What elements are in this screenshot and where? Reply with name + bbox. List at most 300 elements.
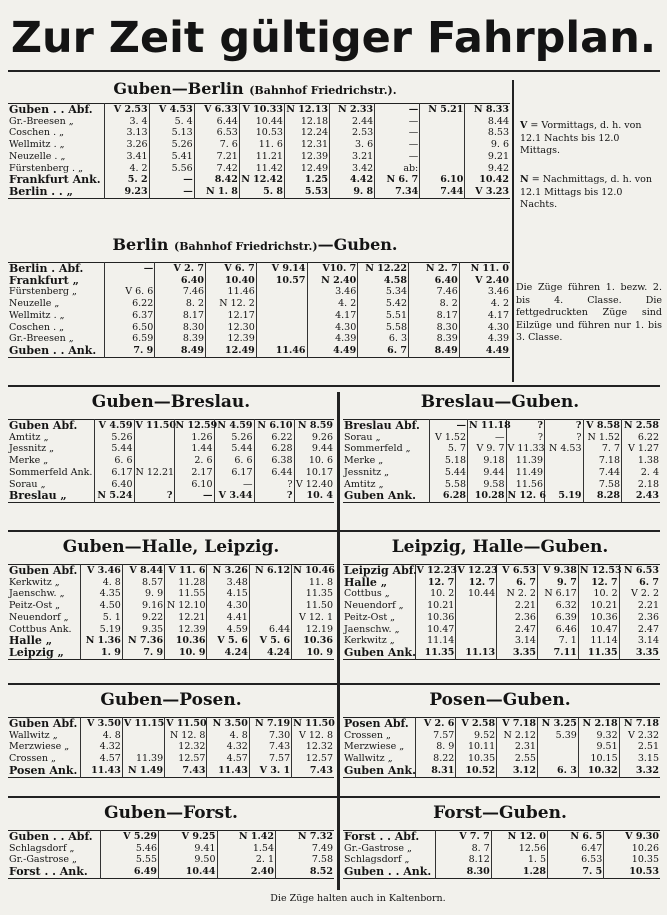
time-cell: 4.57 <box>207 753 249 765</box>
time-cell: 4.30 <box>307 322 358 334</box>
time-cell: — <box>214 479 254 491</box>
time-cell: 9.23 <box>104 186 149 198</box>
time-cell: ? <box>134 490 174 502</box>
time-cell: 12. 7 <box>456 577 497 589</box>
time-cell: 9.52 <box>456 730 497 742</box>
time-cell: V 2. 6 <box>415 718 456 730</box>
time-cell: 3.32 <box>619 765 660 777</box>
time-cell: 3.46 <box>459 286 510 298</box>
time-cell: 3.14 <box>619 635 660 647</box>
time-cell: N 12. 2 <box>206 298 257 310</box>
berlin-guben-subtitle: (Bahnhof Friedrichstr.) <box>174 240 318 253</box>
time-cell: 4. 2 <box>104 163 149 175</box>
table-row <box>343 577 660 589</box>
time-cell: — <box>375 151 420 163</box>
time-cell: N 12.13 <box>286 104 329 115</box>
station-cell: Posen Abf. <box>344 717 409 730</box>
time-cell: 6. 6 <box>94 455 134 467</box>
time-cell: 4.49 <box>307 345 358 357</box>
time-cell: — <box>375 127 420 139</box>
station-cell: Coschen . „ <box>9 321 65 333</box>
time-cell: 8.17 <box>409 310 460 322</box>
time-cell: 7.43 <box>292 765 334 777</box>
time-cell: 9.21 <box>465 151 510 163</box>
station-cell: Gr.-Gastrose „ <box>344 842 412 854</box>
time-cell <box>420 116 465 128</box>
time-cell <box>537 741 578 753</box>
time-cell: 6.40 <box>409 275 460 287</box>
time-cell: V 2. 7 <box>155 263 206 275</box>
bg-table <box>8 262 510 358</box>
station-cell: Frankfurt „ <box>9 273 79 287</box>
time-cell: 1.44 <box>174 443 214 455</box>
station-cell: Schlagsdorf „ <box>344 854 410 866</box>
time-cell: 5.44 <box>214 443 254 455</box>
time-cell: 7.43 <box>249 741 291 753</box>
time-cell: V 3.23 <box>465 186 510 198</box>
table-row <box>8 443 334 455</box>
time-cell: N 7.32 <box>276 831 335 843</box>
station-cell: Neuendorf „ <box>9 611 69 623</box>
station-cell: Amtitz „ <box>9 431 49 443</box>
section-title-forst-guben: Forst—Guben. <box>433 803 567 823</box>
time-cell: N 6.17 <box>537 588 578 600</box>
time-cell: 11.13 <box>456 647 497 659</box>
section-title-breslau-guben: Breslau—Guben. <box>420 392 580 412</box>
berlin-guben-title: Berlin <box>112 235 169 254</box>
station-cell: Fürstenberg „ <box>9 286 77 298</box>
table-row <box>8 612 334 624</box>
time-cell: 10. 9 <box>292 647 334 659</box>
time-cell: N 12.22 <box>358 263 409 275</box>
time-cell: 5.13 <box>149 127 194 139</box>
time-cell: V 3.50 <box>80 718 122 730</box>
time-cell: — <box>429 420 468 432</box>
time-cell: 8.42 <box>194 174 239 186</box>
table-row <box>8 420 334 432</box>
station-cell: Guben Abf. <box>9 717 78 730</box>
time-cell: 11.35 <box>415 647 456 659</box>
time-cell: N 2.12 <box>497 730 538 742</box>
section-title-guben-breslau: Guben—Breslau. <box>91 392 251 412</box>
time-cell: 2.18 <box>622 479 661 491</box>
station-cell: Frankfurt Ank. <box>9 173 101 187</box>
station-cell: Peitz-Ost „ <box>344 611 396 623</box>
time-cell: 6. 6 <box>214 455 254 467</box>
time-cell: 8.30 <box>409 322 460 334</box>
time-cell: 11.43 <box>80 765 122 777</box>
station-cell: Fürstenberg . „ <box>9 162 83 174</box>
time-cell: 2.43 <box>622 490 661 502</box>
time-cell: 5.26 <box>94 432 134 444</box>
station-cell: Neuzelle . „ <box>9 150 66 162</box>
time-cell: 10.44 <box>456 588 497 600</box>
time-cell: V 6.53 <box>497 565 538 577</box>
timetable-breslau-guben <box>343 419 660 503</box>
time-cell: 7.43 <box>165 765 207 777</box>
station-cell: Guben Ank. <box>344 489 416 503</box>
station-cell: Guben . . Abf. <box>9 830 93 843</box>
table-row <box>8 116 510 128</box>
time-cell: 6. 7 <box>497 577 538 589</box>
time-cell: 4. 8 <box>80 577 122 589</box>
station-cell: Wallwitz „ <box>344 753 393 765</box>
time-cell: N 5.21 <box>420 104 465 116</box>
time-cell <box>256 286 307 298</box>
time-cell: N 4.53 <box>545 443 584 455</box>
time-cell: 10. 9 <box>165 647 207 659</box>
time-cell: 6.40 <box>94 479 134 491</box>
time-cell <box>545 467 584 479</box>
time-cell: 11.21 <box>239 151 284 163</box>
time-cell: V10. 7 <box>307 263 358 275</box>
time-cell <box>122 730 164 742</box>
time-cell: ? <box>506 432 545 444</box>
time-cell: 4. 8 <box>80 730 122 742</box>
time-cell: 1.26 <box>174 432 214 444</box>
time-cell: ? <box>545 432 584 444</box>
time-cell: 10.35 <box>456 753 497 765</box>
time-cell: 10.40 <box>206 275 257 287</box>
table-row <box>343 600 660 612</box>
table-row <box>343 588 660 600</box>
pg-table <box>343 717 660 778</box>
time-cell: 8.39 <box>409 333 460 345</box>
time-cell: 7.57 <box>415 730 456 742</box>
time-cell: V 12.40 <box>295 478 333 490</box>
time-cell: V 12.23 <box>416 565 457 576</box>
table-row <box>8 286 510 298</box>
time-cell: 11.46 <box>206 286 257 298</box>
time-cell: 7. 1 <box>537 635 578 647</box>
time-cell: N 6.12 <box>249 565 291 577</box>
time-cell: 4.24 <box>207 647 249 659</box>
time-cell: 12.17 <box>206 310 257 322</box>
station-cell: Gr.-Breesen „ <box>9 115 74 127</box>
time-cell <box>420 139 465 151</box>
time-cell: 11.49 <box>506 467 545 479</box>
time-cell: 3.21 <box>330 151 375 163</box>
table-row <box>343 443 660 455</box>
time-cell: 6. 3 <box>358 333 409 345</box>
time-cell: 3.46 <box>307 286 358 298</box>
time-cell: N 1.49 <box>122 765 164 777</box>
time-cell: N 11.18 <box>469 420 511 431</box>
time-cell: 6.50 <box>104 322 155 334</box>
time-cell: 11. 8 <box>292 577 334 589</box>
time-cell: 10.26 <box>604 843 660 855</box>
time-cell: 1.54 <box>217 843 276 855</box>
time-cell <box>420 151 465 163</box>
time-cell: 11.14 <box>578 635 619 647</box>
time-cell <box>545 455 584 467</box>
time-cell: 10.57 <box>256 275 307 287</box>
time-cell: — <box>375 116 420 128</box>
table-row <box>8 765 334 777</box>
table-row <box>343 432 660 444</box>
station-cell: Posen Ank. <box>9 763 78 777</box>
time-cell: N 8.33 <box>465 104 510 116</box>
note-v-key: V <box>520 120 528 131</box>
time-cell: V 1.27 <box>622 443 661 455</box>
time-cell: N 1. 8 <box>194 186 239 198</box>
station-cell: Peitz-Ost „ <box>9 600 61 612</box>
table-row <box>8 432 334 444</box>
time-cell: 2.47 <box>497 624 538 636</box>
time-cell: 12.57 <box>292 753 334 765</box>
time-cell: 10.44 <box>159 866 218 878</box>
table-row <box>8 577 334 589</box>
time-cell: 12.30 <box>206 322 257 334</box>
station-cell: Wellmitz . „ <box>9 139 65 151</box>
table-row <box>343 718 660 730</box>
time-cell <box>420 127 465 139</box>
table-row <box>8 600 334 612</box>
time-cell: V 6.33 <box>194 104 239 116</box>
time-cell: 7.44 <box>583 467 622 479</box>
table-row <box>8 174 510 186</box>
time-cell: ab: <box>375 163 420 175</box>
station-cell: Gr.-Gastrose „ <box>9 854 77 866</box>
table-row <box>8 310 510 322</box>
time-cell: 4. 8 <box>207 730 249 742</box>
time-cell <box>249 588 291 600</box>
time-cell: 10.32 <box>578 765 619 777</box>
time-cell: 5.39 <box>537 730 578 742</box>
table-row <box>8 718 334 730</box>
timetable-guben-halle-leipzig <box>8 564 334 660</box>
time-cell: 8. 9 <box>415 741 456 753</box>
time-cell: 5.42 <box>358 298 409 310</box>
table-row <box>8 866 334 878</box>
time-cell: 6.59 <box>104 333 155 345</box>
time-cell: 9.22 <box>122 612 164 624</box>
time-cell: N 2.18 <box>578 718 619 730</box>
time-cell: 5.55 <box>100 854 159 866</box>
time-cell <box>104 275 155 287</box>
timetable-berlin-guben <box>8 262 510 358</box>
timetable-guben-breslau <box>8 419 334 503</box>
time-cell: 5.44 <box>429 467 468 479</box>
time-cell: — <box>149 174 194 186</box>
time-cell: 7. 7 <box>583 443 622 455</box>
time-cell <box>537 753 578 765</box>
timetable-posen-guben <box>343 717 660 778</box>
time-cell: V 11.33 <box>507 443 545 455</box>
time-cell: 2.31 <box>497 741 538 753</box>
time-cell: 3.48 <box>207 577 249 589</box>
station-cell: Halle „ <box>9 634 53 648</box>
time-cell: 12. 7 <box>578 577 619 589</box>
note-classes: Die Züge führen 1. bezw. 2. bis 4. Classe. Die fettgedruckten Züge sind Eilzüge und führen nur 1. bis 3. Classe. <box>516 282 662 343</box>
time-cell <box>456 635 497 647</box>
time-cell: 4.39 <box>307 333 358 345</box>
time-cell: 3.41 <box>104 151 149 163</box>
time-cell: 8.49 <box>155 345 206 357</box>
time-cell: 1.25 <box>284 174 329 186</box>
time-cell: 8.49 <box>409 345 460 357</box>
time-cell: 7. 9 <box>104 345 155 357</box>
time-cell: 2.17 <box>174 467 214 479</box>
table-row <box>343 765 660 777</box>
time-cell: 5.58 <box>429 479 468 491</box>
time-cell: 10.21 <box>578 600 619 612</box>
time-cell: 11.56 <box>506 479 545 491</box>
table-row <box>8 104 510 116</box>
time-cell: — <box>149 186 194 198</box>
time-cell: 1.28 <box>491 866 547 878</box>
section-title-guben-posen: Guben—Posen. <box>100 690 242 710</box>
time-cell: 4.49 <box>459 345 510 357</box>
time-cell: 9.44 <box>294 443 334 455</box>
table-row <box>8 455 334 467</box>
table-row <box>8 624 334 636</box>
time-cell: 6.28 <box>429 490 468 502</box>
time-cell: N 12.10 <box>165 600 207 612</box>
time-cell: ? <box>545 420 584 432</box>
time-cell: 4.32 <box>207 741 249 753</box>
time-cell: 12.39 <box>284 151 329 163</box>
brg-table <box>343 419 660 503</box>
time-cell: N 7.18 <box>619 718 660 730</box>
time-cell: V 9.30 <box>604 831 660 843</box>
time-cell: 7.46 <box>155 286 206 298</box>
station-cell: Jessnitz „ <box>344 466 390 478</box>
station-cell: Amtitz „ <box>344 478 384 490</box>
time-cell: V 3. 1 <box>249 765 291 777</box>
time-cell: 12.19 <box>292 624 334 636</box>
time-cell: 4.17 <box>459 310 510 322</box>
time-cell: 6.22 <box>104 298 155 310</box>
time-cell: 5.56 <box>149 163 194 175</box>
table-row <box>343 843 660 855</box>
time-cell: 10.35 <box>604 854 660 866</box>
time-cell: 2. 4 <box>622 467 661 479</box>
time-cell <box>545 479 584 491</box>
time-cell: N 12.59 <box>175 420 218 431</box>
section-title-leipzig-halle-guben: Leipzig, Halle—Guben. <box>391 537 609 557</box>
time-cell: 5.41 <box>149 151 194 163</box>
time-cell: 5. 4 <box>149 116 194 128</box>
time-cell: N 6. 5 <box>548 831 604 843</box>
time-cell: 7. 9 <box>122 647 164 659</box>
time-cell: — <box>468 432 507 444</box>
time-cell <box>134 479 174 491</box>
table-row <box>8 843 334 855</box>
rule-2 <box>8 385 660 387</box>
gf-table <box>8 830 334 879</box>
time-cell: 8.12 <box>435 854 491 866</box>
time-cell: N 3.26 <box>207 565 249 577</box>
time-cell: 11.28 <box>165 577 207 589</box>
time-cell: 11.35 <box>578 647 619 659</box>
time-cell: V 5. 6 <box>249 635 291 647</box>
time-cell: 8.30 <box>155 322 206 334</box>
time-cell <box>249 577 291 589</box>
time-cell: 6.44 <box>194 116 239 128</box>
time-cell: 9. 9 <box>122 588 164 600</box>
time-cell: 4.39 <box>459 333 510 345</box>
time-cell: 1. 9 <box>80 647 122 659</box>
time-cell: V 12. 8 <box>292 730 334 742</box>
time-cell: 7.11 <box>537 647 578 659</box>
time-cell: — <box>104 263 155 275</box>
table-row <box>343 467 660 479</box>
time-cell: N 3.25 <box>537 718 578 730</box>
time-cell: 8.30 <box>435 866 491 878</box>
time-cell: 2.51 <box>619 741 660 753</box>
time-cell: 11.42 <box>239 163 284 175</box>
time-cell: 6. 3 <box>537 765 578 777</box>
time-cell: 4.32 <box>80 741 122 753</box>
time-cell: 9.44 <box>468 467 507 479</box>
time-cell <box>134 443 174 455</box>
note-n-key: N <box>520 174 529 185</box>
station-cell: Jaenschw. „ <box>9 588 65 600</box>
station-cell: Halle „ <box>344 575 388 589</box>
station-cell: Kerkwitz „ <box>344 635 395 647</box>
time-cell: V 9.25 <box>159 831 218 843</box>
rule-5 <box>8 796 660 798</box>
time-cell: 6. 7 <box>358 345 409 357</box>
time-cell: V 8.44 <box>122 565 164 577</box>
time-cell: 10.44 <box>239 116 284 128</box>
time-cell: 11.50 <box>292 600 334 612</box>
time-cell: V 2. 2 <box>619 588 660 600</box>
table-row <box>8 741 334 753</box>
time-cell: N 2. 2 <box>497 588 538 600</box>
time-cell: 2.55 <box>497 753 538 765</box>
time-cell: V 12. 1 <box>292 612 334 624</box>
time-cell: 12.32 <box>165 741 207 753</box>
time-cell: V 8.58 <box>583 420 622 432</box>
time-cell: — <box>174 490 214 502</box>
station-cell: Neuzelle „ <box>9 298 60 310</box>
table-row <box>8 588 334 600</box>
time-cell: V 6. 7 <box>206 263 257 275</box>
time-cell: 7. 5 <box>548 866 604 878</box>
timetable-guben-forst <box>8 830 334 879</box>
time-cell <box>420 163 465 175</box>
time-cell: 10.28 <box>468 490 507 502</box>
lhg-table <box>343 564 660 660</box>
ghl-table <box>8 564 334 660</box>
section-title-guben-forst: Guben—Forst. <box>104 803 238 823</box>
time-cell: 11.55 <box>165 588 207 600</box>
time-cell: 9.58 <box>468 479 507 491</box>
time-cell <box>249 612 291 624</box>
time-cell: N 2.40 <box>307 275 358 287</box>
station-cell: Merke „ <box>9 455 49 467</box>
time-cell: 2.21 <box>619 600 660 612</box>
time-cell: 6.44 <box>249 624 291 636</box>
time-cell: 12.49 <box>206 345 257 357</box>
time-cell: V 5. 6 <box>207 635 249 647</box>
time-cell: N 7.36 <box>122 635 164 647</box>
table-row <box>343 612 660 624</box>
station-cell: Jessnitz „ <box>9 443 55 455</box>
time-cell: 11.35 <box>292 588 334 600</box>
table-row <box>8 490 334 502</box>
table-row <box>8 730 334 742</box>
time-cell: 7.34 <box>375 186 420 198</box>
time-cell: 3. 6 <box>330 139 375 151</box>
time-cell: 9. 8 <box>330 186 375 198</box>
gbr-table <box>8 419 334 503</box>
table-row <box>343 866 660 878</box>
time-cell: 9.41 <box>159 843 218 855</box>
time-cell: V 11.50 <box>166 718 207 729</box>
